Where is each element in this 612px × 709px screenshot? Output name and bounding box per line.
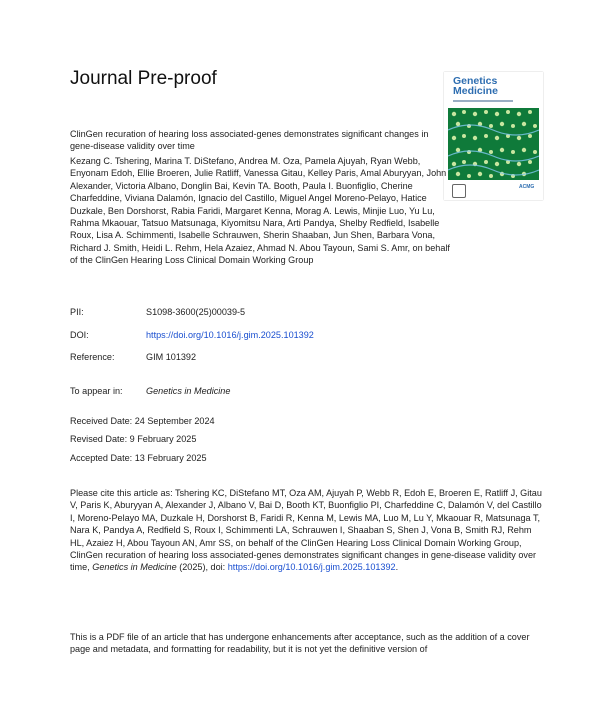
citation-journal: Genetics in Medicine	[92, 562, 177, 573]
to-appear-row	[70, 386, 230, 396]
cover-subtitle-bar	[453, 100, 513, 102]
cover-header	[444, 72, 543, 108]
received-date-label: Received Date:	[70, 416, 133, 426]
journal-pre-proof-heading: Journal Pre-proof	[70, 68, 217, 89]
to-appear-label: To appear in:	[70, 386, 123, 396]
doi-link[interactable]: https://doi.org/10.1016/j.gim.2025.101392	[146, 330, 314, 340]
received-date-row	[70, 416, 215, 426]
author-list: Kezang C. Tshering, Marina T. DiStefano, Andrea M. Oza, Pamela Ajuyah, Ryan Webb, Enyonam Edoh, Ellie Broeren, Julie Ratliff, Vanessa Gitau, Kelley Paris, Amal Aburyyan, John Alexander, Victoria Albano, Donglin Bai, Kevin TA. Booth, Paula I. Buonfiglio, Cherine Charfeddine, Viviana Dalamón, Ignacio del Castillo, Miguel Angel Moreno-Pelayo, Hatice Duzkale, Ben Dorshorst, Rabia Faridi, Margaret Kenna, Morag A. Lewis, Minjie Luo, Yu Lu, Rahma Mkaouar, Tatsuo Matsunaga, Kiyomitsu Nara, Arti Pandya, Shelby Redfield, Isabelle Roux, Lisa A. Schimmenti, Isabelle Schrauwen, Sherin Shaaban, Jun Shen, Barbara Vona, Richard J. Smith, Heidi L. Rehm, Hela Azaiez, Ahmad N. Abou Tayoun, Sami S. Amr, on behalf of the ClinGen Hearing Loss Clinical Domain Working Group	[70, 156, 450, 266]
revised-date-label: Revised Date:	[70, 434, 128, 444]
acmg-logo-icon: ACMG	[519, 184, 535, 190]
reference-label: Reference:	[70, 352, 115, 362]
accepted-date-label: Accepted Date:	[70, 453, 133, 463]
cover-footer	[444, 180, 543, 200]
journal-name: Genetics in Medicine	[146, 386, 231, 396]
article-title: ClinGen recuration of hearing loss associated-genes demonstrates significant changes in gene-disease validity over time	[70, 129, 429, 151]
revised-date-row	[70, 434, 196, 444]
citation-end: .	[395, 562, 399, 573]
citation-doi-link[interactable]: https://doi.org/10.1016/j.gim.2025.101392	[227, 562, 396, 573]
cover-title-line1: Genetics	[453, 75, 498, 87]
doi-row	[70, 330, 314, 340]
citation-text: Please cite this article as: Tshering KC, DiStefano MT, Oza AM, Ajuyah P, Webb R, Edoh E, Broeren E, Ratliff J, Gitau V, Paris K, Aburyyan A, Alexander J, Albano V, Bai D, Booth KT, Buonfiglio PI, Charfeddine C, Dalamón V, del Castillo I, Moreno-Pelayo MA, Duzkale H, Dorshorst B, Faridi R, Kenna M, Lewis MA, Luo M, Lu Y, Mkaouar R, Matsunaga T, Nara K, Pandya A, Redfield S, Roux I, Schimmenti LA, Schrauwen I, Shaaban S, Shen J, Vona B, Smith RJ, Rehm HL, Azaiez H, Abou Tayoun AN, Amr SS, on behalf of the ClinGen Hearing Loss Clinical Domain Working Group, ClinGen recuration of hearing loss associated-genes demonstrates significant changes in gene-disease validity over time,	[70, 488, 542, 573]
accepted-date-value: 13 February 2025	[134, 453, 207, 463]
reference-value: GIM 101392	[146, 352, 197, 362]
disclaimer-paragraph: This is a PDF file of an article that has undergone enhancements after acceptance, such as the addition of a cover page and metadata, and formatting for readability, but it is not yet the definitive version of	[70, 632, 530, 655]
received-date-value: 24 September 2024	[134, 416, 215, 426]
pii-value: S1098-3600(25)00039-5	[146, 307, 246, 317]
journal-cover-image	[444, 72, 543, 200]
citation-year-doi: (2025), doi:	[179, 562, 226, 573]
citation-paragraph	[70, 487, 545, 574]
cover-title-line2: Medicine	[453, 85, 498, 97]
accepted-date-row	[70, 453, 207, 463]
elsevier-logo-icon	[452, 184, 466, 198]
pii-label: PII:	[70, 307, 84, 317]
reference-row	[70, 352, 196, 362]
doi-label: DOI:	[70, 330, 89, 340]
revised-date-value: 9 February 2025	[129, 434, 197, 444]
pii-row	[70, 307, 245, 317]
